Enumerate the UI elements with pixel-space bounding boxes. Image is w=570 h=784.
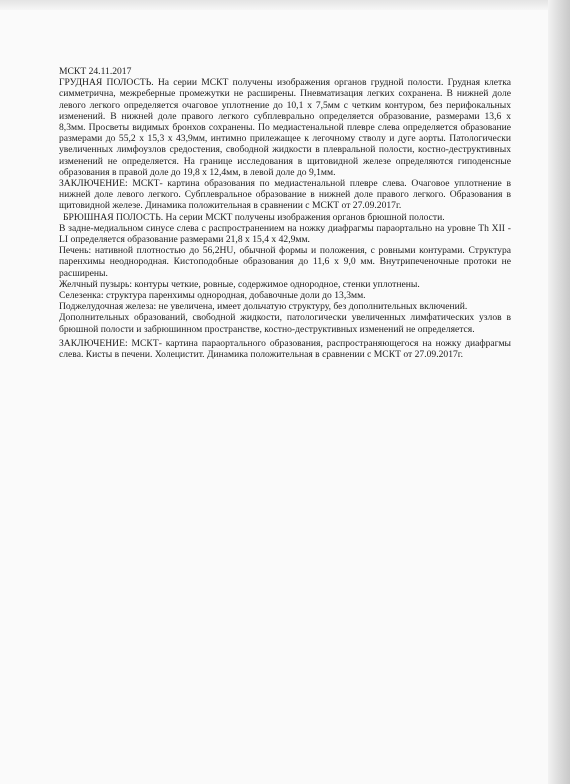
report-date-header: МСКТ 24.11.2017: [59, 66, 132, 77]
chest-findings-paragraph: ГРУДНАЯ ПОЛОСТЬ. На серии МСКТ получены изображения органов грудной полости. Грудная клетка симметрична, межреберные промежутки не расширены. Пневматизация легких сохранена. В нижней доле левого легкого определяется очаговое уплотнение до 10,1 х 7,5мм с четким контуром, без перифокальных изменений. В нижней доле правого легкого субплеврально определяется образование, размерами 13,6 х 8,3мм. Просветы видимых бронхов сохранены. По медиастенальной плевре слева определяется образование размерами до 55,2 х 15,3 х 43,9мм, интимно прилежащее к легочному стволу и дуге аорты. Патологически увеличенных лимфоузлов средостения, свободной жидкости в плевральной полости, костно-деструктивных изменений не определяется. На границе исследования в щитовидной железе определяются гиподенсные образования в правой доле до 19,8 х 12,4мм, в левой доле до 9,1мм.: [59, 77, 511, 178]
gallbladder-paragraph: Желчный пузырь: контуры четкие, ровные, содержимое однородное, стенки уплотнены.: [59, 278, 420, 290]
chest-conclusion-paragraph: ЗАКЛЮЧЕНИЕ: МСКТ- картина образования по медиастенальной плевре слева. Очаговое уплотнение в нижней доле левого легкого. Субплевральное образование в нижней доле правого легкого. Образования в щитовидной железе. Динамика положительная в сравнении с МСКТ от 27.09.2017г.: [59, 178, 511, 212]
abdomen-intro-paragraph: БРЮШНАЯ ПОЛОСТЬ. На серии МСКТ получены изображения органов брюшной полости.: [63, 211, 445, 223]
page-edge-shadow: [548, 0, 570, 784]
liver-paragraph: Печень: нативной плотностью до 56,2HU, обычной формы и положения, с ровными контурами. Структура паренхимы неоднородная. Кистоподобные образования до 11,6 х 9,0 мм. Внутрипеченочные протоки не расширены.: [59, 245, 511, 279]
spleen-paragraph: Селезенка: структура паренхимы однородная, добавочные доли до 13,3мм.: [59, 290, 366, 302]
additional-findings-paragraph: Дополнительных образований, свободной жидкости, патологически увеличенных лимфатических узлов в брюшной полости и забрюшинном пространстве, костно-деструктивных изменений не определяется.: [59, 312, 511, 335]
ct-report: [59, 66, 511, 360]
pancreas-paragraph: Поджелудочная железа: не увеличена, имеет дольчатую структуру, без дополнительных включений.: [59, 301, 468, 313]
page-top-shadow: [0, 0, 570, 10]
abdomen-conclusion-paragraph: ЗАКЛЮЧЕНИЕ: МСКТ- картина параортального образования, распространяющегося на ножку диафрагмы слева. Кисты в печени. Холецистит. Динамика положительная в сравнении с МСКТ от 27.09.2017г.: [59, 337, 511, 361]
abdomen-mass-paragraph: В задне-медиальном синусе слева с распространением на ножку диафрагмы параортально на уровне Th XII - LI определяется образование размерами 21,8 х 15,4 х 42,9мм.: [59, 222, 511, 246]
